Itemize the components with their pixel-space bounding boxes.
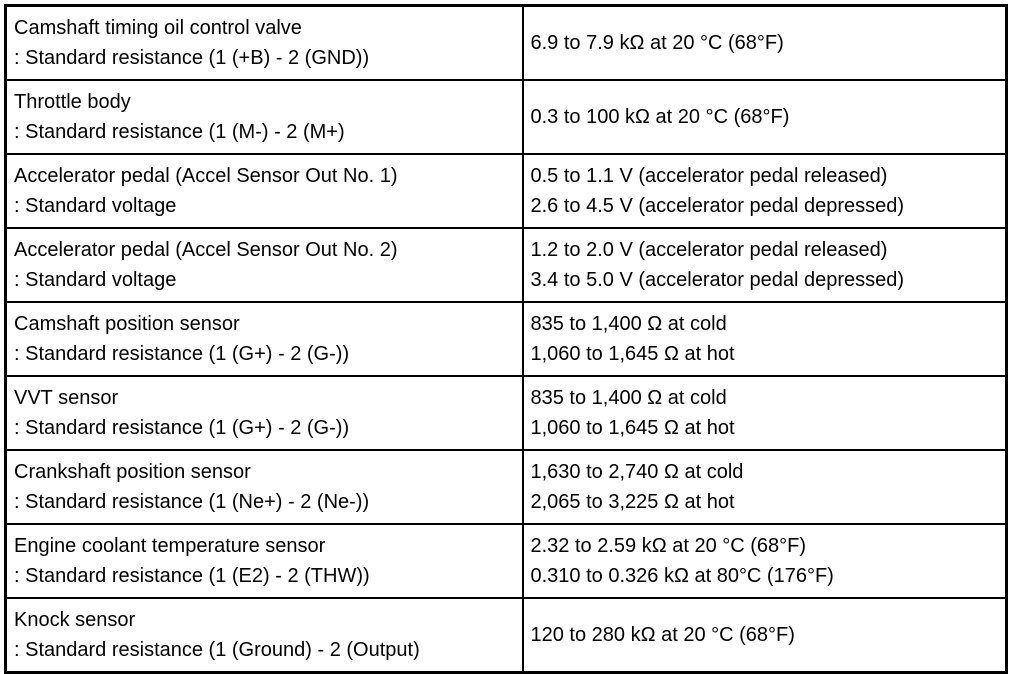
spec-value: 2.32 to 2.59 kΩ at 20 °C (68°F) [530, 535, 807, 557]
spec-value: 1.2 to 2.0 V (accelerator pedal released) [530, 239, 888, 261]
spec-value: 1,060 to 1,645 Ω at hot [530, 343, 735, 365]
spec-table [4, 4, 1008, 674]
item-cell [6, 302, 523, 376]
item-name: Accelerator pedal (Accel Sensor Out No. 2) [14, 239, 398, 261]
item-spec-label: : Standard resistance (1 (M-) - 2 (M+) [14, 121, 345, 143]
table-row [6, 450, 1007, 524]
value-cell [523, 6, 1007, 81]
item-cell [6, 524, 523, 598]
item-name: VVT sensor [14, 387, 119, 409]
value-cell [523, 302, 1007, 376]
table-row [6, 6, 1007, 81]
item-name: Camshaft position sensor [14, 313, 240, 335]
spec-value: 835 to 1,400 Ω at cold [530, 313, 727, 335]
item-name: Crankshaft position sensor [14, 461, 251, 483]
value-cell [523, 598, 1007, 673]
spec-value: 3.4 to 5.0 V (accelerator pedal depressed) [530, 269, 905, 291]
spec-value: 2.6 to 4.5 V (accelerator pedal depressed) [530, 195, 905, 217]
spec-value: 0.310 to 0.326 kΩ at 80°C (176°F) [530, 565, 834, 587]
spec-value: 1,060 to 1,645 Ω at hot [530, 417, 735, 439]
table-row [6, 376, 1007, 450]
spec-value: 0.3 to 100 kΩ at 20 °C (68°F) [530, 106, 790, 128]
item-cell [6, 450, 523, 524]
table-row [6, 598, 1007, 673]
value-cell [523, 376, 1007, 450]
value-cell [523, 154, 1007, 228]
value-cell [523, 524, 1007, 598]
table-row [6, 228, 1007, 302]
item-spec-label: : Standard resistance (1 (G+) - 2 (G-)) [14, 343, 350, 365]
spec-value: 2,065 to 3,225 Ω at hot [530, 491, 735, 513]
spec-value: 835 to 1,400 Ω at cold [530, 387, 727, 409]
value-cell [523, 80, 1007, 154]
item-cell [6, 80, 523, 154]
item-name: Engine coolant temperature sensor [14, 535, 326, 557]
item-cell [6, 6, 523, 81]
item-name: Knock sensor [14, 609, 136, 631]
item-spec-label: : Standard voltage [14, 195, 177, 217]
value-cell [523, 450, 1007, 524]
spec-value: 120 to 280 kΩ at 20 °C (68°F) [530, 624, 795, 646]
item-spec-label: : Standard resistance (1 (+B) - 2 (GND)) [14, 47, 370, 69]
item-cell [6, 228, 523, 302]
item-cell [6, 376, 523, 450]
item-spec-label: : Standard resistance (1 (Ne+) - 2 (Ne-)) [14, 491, 370, 513]
spec-value: 6.9 to 7.9 kΩ at 20 °C (68°F) [530, 32, 784, 54]
item-name: Throttle body [14, 91, 131, 113]
item-spec-label: : Standard resistance (1 (E2) - 2 (THW)) [14, 565, 370, 587]
table-row [6, 302, 1007, 376]
item-cell [6, 154, 523, 228]
table-row [6, 80, 1007, 154]
spec-value: 1,630 to 2,740 Ω at cold [530, 461, 744, 483]
item-cell [6, 598, 523, 673]
item-spec-label: : Standard resistance (1 (Ground) - 2 (Output) [14, 639, 420, 661]
item-spec-label: : Standard voltage [14, 269, 177, 291]
table-row [6, 524, 1007, 598]
value-cell [523, 228, 1007, 302]
item-spec-label: : Standard resistance (1 (G+) - 2 (G-)) [14, 417, 350, 439]
item-name: Accelerator pedal (Accel Sensor Out No. 1) [14, 165, 398, 187]
table-row [6, 154, 1007, 228]
spec-value: 0.5 to 1.1 V (accelerator pedal released) [530, 165, 888, 187]
item-name: Camshaft timing oil control valve [14, 17, 302, 39]
